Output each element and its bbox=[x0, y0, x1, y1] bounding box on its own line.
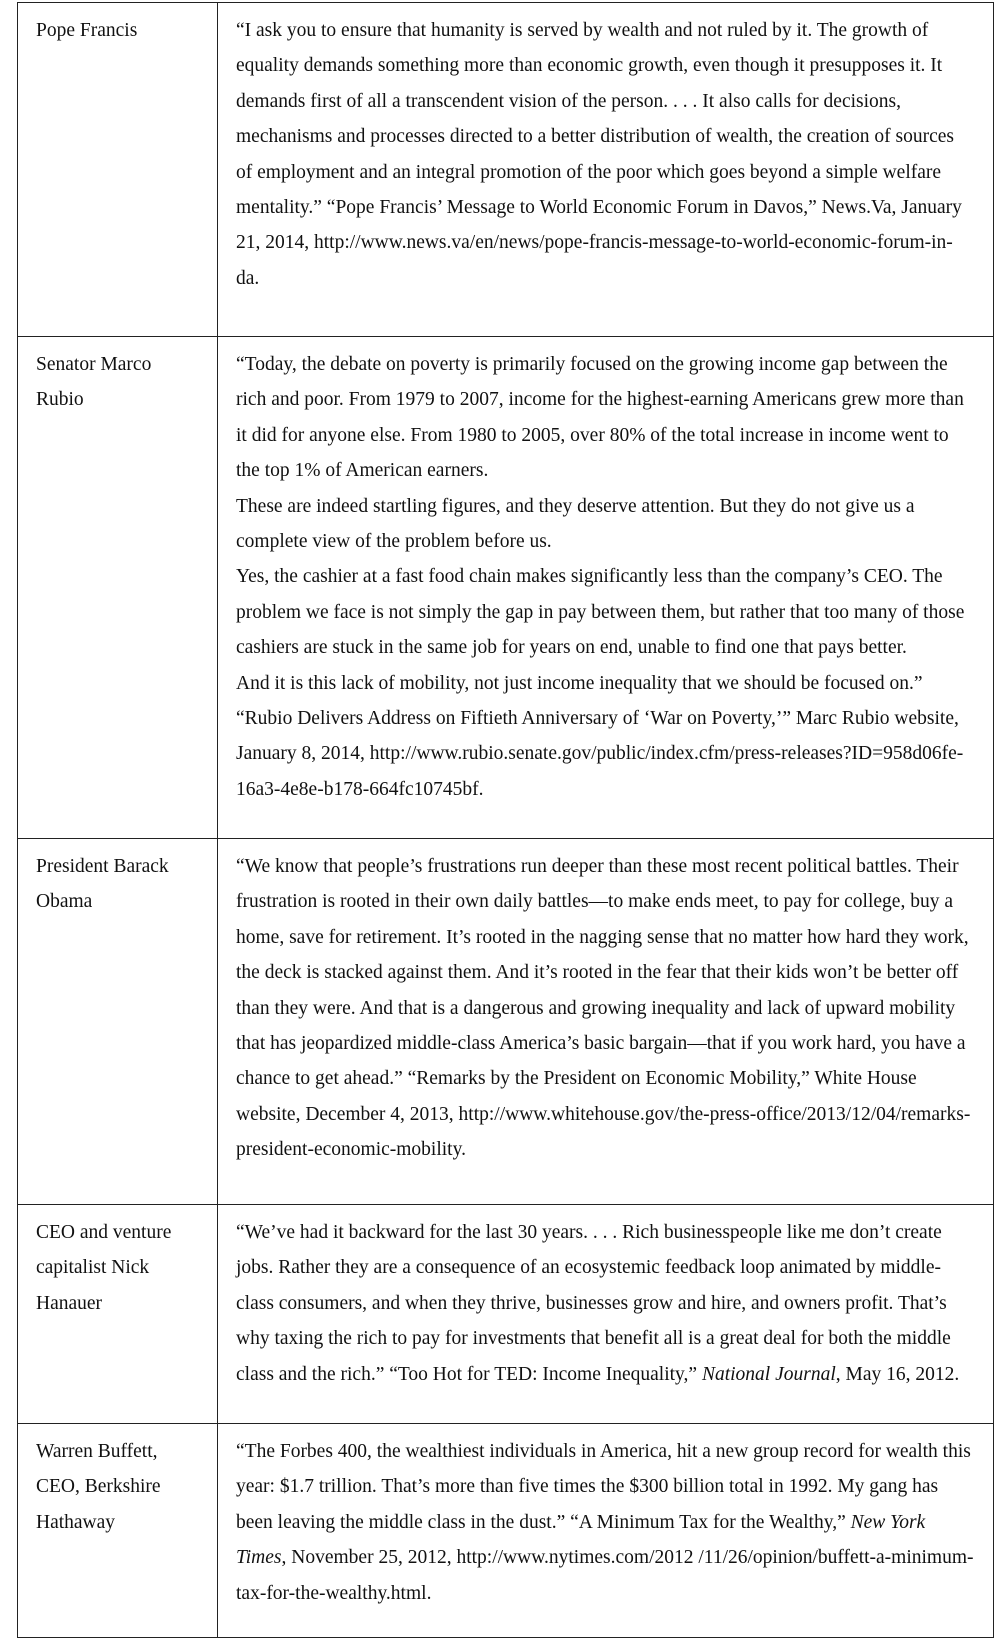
speaker-cell: Warren Buffett, CEO, Berkshire Hathaway bbox=[18, 1424, 218, 1638]
quote-paragraph: “Today, the debate on poverty is primarily focused on the growing income gap between the rich and poor. From 1979 to 2007, income for the highest-earning Americans grew more than it did for anyone else. From 1980 to 2005, over 80% of the total increase in income went to the top 1% of American earners. bbox=[236, 354, 964, 482]
publication-title: New York Times bbox=[236, 1511, 926, 1569]
quote-cell bbox=[218, 3, 994, 337]
speaker-cell: Pope Francis bbox=[18, 3, 218, 337]
quote-cell bbox=[218, 1424, 994, 1638]
quote-cell bbox=[218, 839, 994, 1205]
table-row bbox=[18, 1205, 994, 1424]
quotes-table bbox=[17, 2, 994, 1638]
speaker-cell: Senator Marco Rubio bbox=[18, 337, 218, 839]
quote-text: “The Forbes 400, the wealthiest individuals in America, hit a new group record for wealth this year: $1.7 trillion. That’s more than five times the $300 billion total in 1992. My gang has been leaving the middle class in the dust.” “A Minimum Tax for the Wealthy,” bbox=[236, 1441, 971, 1533]
quote-paragraph: “I ask you to ensure that humanity is served by wealth and not ruled by it. The growth of equality demands something more than economic growth, even though it presupposes it. It demands first of all a transcendent vision of the person. . . . It also calls for decisions, mechanisms and processes directed to a better distribution of wealth, the creation of sources of employment and an integral promotion of the poor which goes beyond a simple welfare mentality.” “Pope Francis’ Message to World Economic Forum in Davos,” News.Va, January 21, 2014, http://www.news.va/en/news/pope-francis-message-to-world-economic-forum-in-da. bbox=[236, 20, 962, 289]
citation-tail: , November 25, 2012, http://www.nytimes.com/2012 /11/26/opinion/buffett-a-minimum-tax-for-the-wealthy.html. bbox=[236, 1547, 974, 1604]
citation-tail: , May 16, 2012. bbox=[835, 1363, 960, 1385]
speaker-cell: CEO and venture capitalist Nick Hanauer bbox=[18, 1205, 218, 1424]
quote-text: “We’ve had it backward for the last 30 years. . . . Rich businesspeople like me don’t create jobs. Rather they are a consequence of an ecosystemic feedback loop animated by middle-class consumers, and when they thrive, businesses grow and hire, and owners profit. That’s why taxing the rich to pay for investments that benefit all is a great deal for both the middle class and the rich.” “Too Hot for TED: Income Inequality,” bbox=[236, 1222, 951, 1385]
quote-paragraph: “We know that people’s frustrations run deeper than these most recent political battles. Their frustration is rooted in their own daily battles—to make ends meet, to pay for college, buy a home, save for retirement. It’s rooted in the nagging sense that no matter how hard they work, the deck is stacked against them. And it’s rooted in the fear that their kids won’t be better off than they were. And that is a dangerous and growing inequality and lack of upward mobility that has jeopardized middle-class America’s basic bargain—that if you work hard, you have a chance to get ahead.” “Remarks by the President on Economic Mobility,” White House website, December 4, 2013, http://www.whitehouse.gov/the-press-office/2013/12/04/remarks-president-economic-mobility. bbox=[236, 856, 971, 1161]
quote-paragraph bbox=[236, 1434, 975, 1611]
publication-title: National Journal bbox=[701, 1363, 836, 1385]
table-row bbox=[18, 3, 994, 337]
quote-paragraph: Yes, the cashier at a fast food chain makes significantly less than the company’s CEO. The problem we face is not simply the gap in pay between them, but rather that too many of those cashiers are stuck in the same job for years on end, unable to find one that pays better. bbox=[236, 566, 965, 659]
quote-paragraph: These are indeed startling figures, and they deserve attention. But they do not give us a complete view of the problem before us. bbox=[236, 495, 915, 553]
quote-paragraph bbox=[236, 1215, 975, 1392]
quote-cell bbox=[218, 1205, 994, 1424]
table-row bbox=[18, 337, 994, 839]
speaker-cell: President Barack Obama bbox=[18, 839, 218, 1205]
table-row bbox=[18, 1424, 994, 1638]
quote-cell bbox=[218, 337, 994, 839]
table-row bbox=[18, 839, 994, 1205]
quote-paragraph: And it is this lack of mobility, not just income inequality that we should be focused on.” “Rubio Delivers Address on Fiftieth Anniversary of ‘War on Poverty,’” Marc Rubio website, January 8, 2014, http://www.rubio.senate.gov/public/index.cfm/press-releases?ID=958d06fe-16a3-4e8e-b178-664fc10745bf. bbox=[236, 672, 964, 800]
